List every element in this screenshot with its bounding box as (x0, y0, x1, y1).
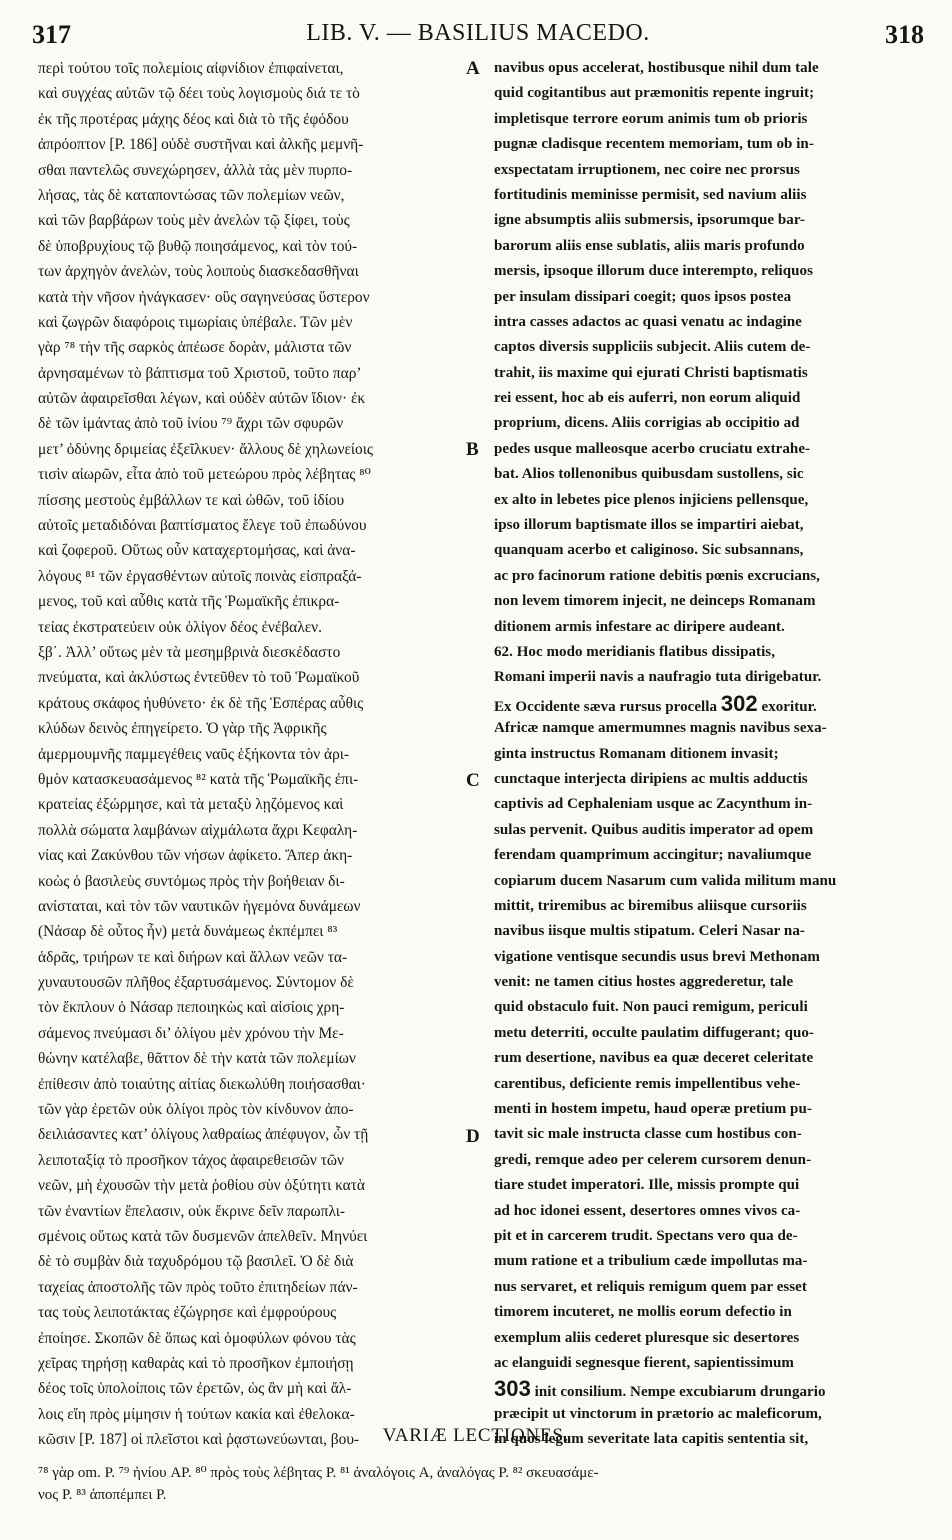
greek-text-line: κράτους σκάφος ἠυθύνετο· ἐκ δὲ τῆς Ἑσπέρας αὖθις (38, 694, 364, 712)
greek-text-line: χεῖρας τηρήσῃ καθαρὰς καὶ τὸ προσῆκον ἐμποιήσῃ (38, 1354, 354, 1372)
latin-text-line: quanquam acerbo et caliginoso. Sic subsannans, (494, 542, 804, 559)
latin-text-line: non levem timorem injecit, ne deinceps Romanam (494, 593, 816, 610)
latin-text-line: ad hoc idonei essent, desertores omnes vivos ca- (494, 1202, 801, 1219)
page-number-right: 318 (885, 20, 924, 49)
latin-text-line: rei essent, hoc ab eis auferri, non eorum aliquid (494, 390, 801, 407)
latin-text-line: exemplum aliis cederet pluresque sic desertores (494, 1329, 800, 1346)
greek-text-line: πνεύματα, καὶ ἀκλύστως ἐντεῦθεν τὸ τοῦ Ῥωμαϊκοῦ (38, 669, 360, 687)
greek-text-line: ἐποίησε. Σκοπῶν δὲ ὅπως καὶ ὁμοφύλων φόνου τὰς (38, 1329, 356, 1347)
latin-text-column (494, 56, 920, 1452)
greek-text-line: κοὼς ὁ βασιλεὺς συντόμως πρὸς τὴν βοήθειαν δι- (38, 872, 345, 890)
greek-text-line: ἁδρᾶς, τριήρων τε καὶ διήρων καὶ ἄλλων νεῶν τα- (38, 948, 348, 966)
latin-text-line: cunctaque interjecta diripiens ac multis adductis (494, 770, 808, 787)
latin-text-line: intra casses adactos ac quasi venatu ac indagine (494, 313, 802, 330)
greek-text-line: δειλιάσαντες κατ’ ὀλίγους λαθραίως ἀπέφυγον, ὧν τῇ (38, 1126, 369, 1144)
running-header (32, 20, 924, 56)
greek-text-line: τὸν ἔκπλουν ὁ Νάσαρ πεποιηκὼς καὶ αἰσίοις χρη- (38, 999, 345, 1017)
margin-marker-a: A (466, 58, 480, 79)
latin-text-line: carentibus, deficiente remis impellentibus vehe- (494, 1075, 801, 1092)
greek-text-line: δὲ τῶν ἱμάντας ἀπὸ τοῦ ἰνίου ⁷⁹ ἄχρι τῶν σφυρῶν (38, 415, 344, 433)
greek-text-line: τισὶν αἰωρῶν, εἶτα ἀπὸ τοῦ μετεώρου πρὸς λέβητας ⁸⁰ (38, 466, 371, 484)
latin-text-line: captivis ad Cephaleniam usque ac Zacynthum in- (494, 796, 813, 813)
greek-text-line: ξβ΄. Ἀλλ’ οὕτως μὲν τὰ μεσημβρινὰ διεσκέδαστο (38, 643, 341, 661)
latin-text-line: per insulam dissipari coegit; quos ipsos postea (494, 288, 792, 305)
latin-text-line: in quos legum severitate lata capitis sententia sit, (494, 1431, 809, 1448)
latin-text-line: ac elanguidi segnesque fierent, sapientissimum (494, 1354, 794, 1371)
greek-text-column (38, 56, 484, 1452)
greek-text-line: αὐτοῖς μεταδιδόναι βαπτίσματος ἔλεγε τοῦ ἐπωδύνου (38, 517, 367, 535)
greek-text-line: καὶ ζοφεροῦ. Οὕτως οὖν καταχερτομήσας, καὶ ἀνα- (38, 542, 356, 560)
greek-text-line: δέος τοῖς ὑπολοίποις τῶν ἐρετῶν, ὡς ἂν μὴ καὶ ἄλ- (38, 1380, 352, 1398)
greek-text-line: περὶ τούτου τοῖς πολεμίοις αἰφνίδιον ἐπιφαίνεται, (38, 60, 344, 77)
latin-text-line: 303 init consilium. Nempe excubiarum drungario (494, 1376, 826, 1402)
greek-text-line: θμὸν κατασκευασάμενος ⁸² κατὰ τῆς Ῥωμαϊκῆς ἐπι- (38, 770, 359, 788)
greek-text-line: νίας καὶ Ζακύνθου τῶν νήσων ἀφίκετο. Ἅπερ ἀκη- (38, 847, 353, 865)
greek-text-line: τείας ἐκστρατεύειν οὐκ ὀλίγον δέος ἐνέβαλεν. (38, 618, 322, 636)
latin-text-line: præcipit ut vinctorum in prætorio ac maleficorum, (494, 1405, 822, 1422)
greek-text-line: τῶν γὰρ ἐρετῶν οὐκ ὀλίγοι πρὸς τὸν κίνδυνον ἀπο- (38, 1101, 354, 1119)
greek-text-line: λήσας, τὰς δὲ καταποντώσας τῶν πολεμίων νεῶν, (38, 186, 345, 204)
greek-text-line: κατὰ τὴν νῆσον ἠνάγκασεν· οὓς σαγηνεύσας ὕστερον (38, 288, 370, 306)
latin-text-line: fortitudinis meminisse permisit, sed navium aliis (494, 186, 807, 203)
latin-text-line: venit: ne tamen citius hostes aggrederetur, tale (494, 974, 794, 991)
greek-text-line: τῶν ἐναντίων ἔπελασιν, οὐκ ἔκρινε δεῖν παρωπλι- (38, 1202, 345, 1220)
greek-text-line: κλύδων δεινὸς ἐπηγείρετο. Ὁ γὰρ τῆς Ἀφρικῆς (38, 720, 327, 738)
greek-text-line: δὲ ὑποβρυχίους τῷ βυθῷ ποιησάμενος, καὶ τὸν τού- (38, 237, 358, 255)
latin-text-line: ferendam quamprimum accingitur; navaliumque (494, 847, 812, 864)
latin-text-line: ginta instructus Romanam ditionem invasit; (494, 745, 779, 762)
greek-text-line: μετ’ ὀδύνης δριμείας ἐξεῖλκυεν· ἄλλους δὲ χηλωνείοις (38, 440, 373, 458)
margin-marker-d: D (466, 1126, 480, 1147)
greek-text-line: ἐκ τῆς προτέρας μάχης δέος καὶ διὰ τὸ τῆς ἐφόδου (38, 110, 349, 128)
greek-text-line: λόγους ⁸¹ τῶν ἐργασθέντων αὐτοῖς ποινὰς εἰσπραξά- (38, 567, 362, 585)
variant-reading-line: ⁷⁸ γὰρ om. P. ⁷⁹ ἠνίου AP. ⁸⁰ πρὸς τοὺς λέβητας P. ⁸¹ ἀναλόγοις A, ἀναλόγας P. ⁸² σκευασάμε- (38, 1465, 599, 1481)
latin-text-line: navibus iisque multis stipatum. Celeri Nasar na- (494, 923, 805, 940)
greek-text-line: κρατείας ἐξώρμησε, καὶ τὰ μεταξὺ λῃζόμενος καὶ (38, 796, 344, 814)
latin-text-line: trahit, iis maxime qui ejurati Christi baptismatis (494, 364, 808, 381)
latin-text-line: quid obstaculo fuit. Non pauci remigum, periculi (494, 999, 808, 1016)
running-title: LIB. V. — BASILIUS MACEDO. (306, 20, 650, 46)
latin-text-line: 62. Hoc modo meridianis flatibus dissipatis, (494, 643, 775, 660)
greek-text-line: κῶσιν [P. 187] οἱ πλεῖστοι καὶ ῥᾳστωνεύωνται, βου- (38, 1431, 360, 1449)
greek-text-line: αὐτῶν ἀφαιρεῖσθαι λέγων, καὶ οὐδὲν αὐτῶν ἴδιον· ἐκ (38, 390, 366, 408)
greek-text-line: ανίσταται, καὶ τὸν τῶν ναυτικῶν ἡγεμόνα δυνάμεων (38, 897, 361, 915)
latin-text-line: impletisque terrore eorum animis tum ob prioris (494, 110, 808, 127)
greek-text-line: καὶ συγχέας αὐτῶν τῷ δέει τοὺς λογισμοὺς διά τε τὸ (38, 85, 360, 103)
latin-text-line: Romani imperii navis a naufragio tuta dirigebatur. (494, 669, 822, 686)
variae-lectiones-title: VARIÆ LECTIONES. (382, 1425, 570, 1446)
margin-marker-b: B (466, 439, 479, 460)
latin-text-line: timorem incuteret, ne mollis eorum defectio in (494, 1304, 792, 1321)
latin-text-line: tiare studet imperatori. Ille, missis prompte qui (494, 1177, 800, 1194)
latin-text-line: barorum aliis ense sublatis, aliis maris profundo (494, 237, 805, 254)
greek-text-line: των ἀρχηγὸν ἀνελὼν, τοὺς λοιποὺς διασκεδασθῆναι (38, 263, 359, 281)
greek-text-line: ταχείας ἀποστολῆς τῶν πρὸς τοῦτο ἐπιτηδείων πάν- (38, 1278, 358, 1296)
greek-text-line: τας τοὺς λειποτάκτας ἐζώγρησε καὶ ἐμφρούρους (38, 1304, 337, 1322)
latin-text-line: tavit sic male instructa classe cum hostibus con- (494, 1126, 802, 1143)
latin-text-line: sulas pervenit. Quibus auditis imperator ad opem (494, 821, 814, 838)
greek-text-line: (Νάσαρ δὲ οὗτος ἦν) μετὰ δυνάμεως ἐκπέμπει ⁸³ (38, 923, 338, 941)
latin-text-line: vigatione ventisque secundis usus brevi Methonam (494, 948, 820, 965)
greek-text-line: ἀπρόοπτον [P. 186] οὐδὲ συστῆναι καὶ ἀλκῆς μεμνῆ- (38, 136, 364, 154)
greek-text-line: δὲ τὸ συμβὰν διὰ ταχυδρόμου τῷ βασιλεῖ. Ὁ δὲ διὰ (38, 1253, 354, 1271)
variant-reading-line: νος P. ⁸³ ἀποπέμπει P. (38, 1487, 167, 1503)
greek-text-line: χυναυτουσῶν πλῆθος ἐξαρτυσάμενος. Σύντομον δὲ (38, 974, 354, 992)
latin-text-line: mersis, ipsoque illorum duce interempto, reliquos (494, 263, 813, 280)
latin-text-line: menti in hostem impetu, haud operæ pretium pu- (494, 1101, 812, 1118)
latin-text-line: copiarum ducem Nasarum cum valida militum manu (494, 872, 837, 889)
latin-text-line: rum desertione, navibus ea quæ deceret celeritate (494, 1050, 814, 1067)
latin-text-line: quid cogitantibus aut præmonitis repente ingruit; (494, 85, 815, 102)
latin-text-line: pit et in carcerem trudit. Spectans vero qua de- (494, 1227, 798, 1244)
latin-text-line: ac pro facinorum ratione debitis pœnis excrucians, (494, 567, 820, 584)
latin-text-line: ex alto in lebetes pice plenos injiciens pellensque, (494, 491, 809, 508)
latin-text-line: igne absumptis aliis submersis, ipsorumque bar- (494, 212, 806, 229)
latin-text-line: Ex Occidente sæva rursus procella 302 exoritur. (494, 690, 817, 716)
latin-text-line: proprium, dicens. Aliis corrigias ab occipitio ad (494, 415, 800, 432)
latin-text-line: metu deterriti, occulte paulatim diffugerant; quo- (494, 1024, 814, 1041)
greek-text-line: γὰρ ⁷⁸ τὴν τῆς σαρκὸς ἀπέωσε δορὰν, μάλιστα τῶν (38, 339, 352, 357)
greek-text-line: καὶ ζωγρῶν διαφόροις τιμωρίαις ὑπέβαλε. Τῶν μὲν (38, 313, 353, 331)
greek-text-line: ἐπίθεσιν ἀπὸ τοιαύτης αἰτίας διεκωλύθη ποιήσασθαι· (38, 1075, 366, 1093)
latin-text-line: mum ratione et a tribulium cæde impollutas ma- (494, 1253, 808, 1270)
greek-text-line: σάμενος πνεύμασι δι’ ὀλίγου μὲν χρόνου τὴν Με- (38, 1024, 344, 1042)
latin-text-line: nus servaret, et reliquis remigum quem par esset (494, 1278, 807, 1295)
page-number-left: 317 (32, 20, 71, 49)
margin-marker-c: C (466, 770, 480, 791)
greek-text-line: καὶ τῶν βαρβάρων τοὺς μὲν ἀνελὼν τῷ ξίφει, τοὺς (38, 212, 350, 230)
greek-text-line: λειποταξίᾳ τὸ προσῆκον τάχος ἀφαιρεθεισῶν τῶν (38, 1151, 344, 1169)
greek-text-line: πολλὰ σώματα λαμβάνων αἰχμάλωτα ἄχρι Κεφαλη- (38, 821, 358, 839)
greek-text-line: μενος, τοῦ καὶ αὖθις κατὰ τῆς Ῥωμαϊκῆς ἐπικρα- (38, 593, 340, 611)
greek-text-line: σθαι παντελῶς συνεχώρησεν, ἀλλὰ τὰς μὲν πυρπο- (38, 161, 353, 179)
greek-text-line: πίσσης μεστοὺς ἐμβάλλων τε καὶ ὠθῶν, τοῦ ἰδίου (38, 491, 345, 509)
latin-text-line: bat. Alios tollenonibus quibusdam sustollens, sic (494, 466, 804, 483)
greek-text-line: λοις εἴη πρὸς μίμησιν ἡ τούτων κακία καὶ ἐθελοκα- (38, 1405, 355, 1423)
variae-lectiones-notes (38, 1462, 918, 1506)
latin-text-line: captos diversis suppliciis subjecit. Aliis cutem de- (494, 339, 811, 356)
latin-text-line: mittit, triremibus ac biremibus aliisque cursoriis (494, 897, 807, 914)
latin-text-line: pedes usque malleosque acerbo cruciatu extrahe- (494, 440, 811, 457)
latin-text-line: exspectatam irruptionem, nec coire nec prorsus (494, 161, 800, 178)
latin-text-line: Africæ namque amermumnes magnis navibus sexa- (494, 720, 827, 737)
latin-text-line: navibus opus accelerat, hostibusque nihil dum tale (494, 60, 819, 76)
greek-text-line: ἀρνησαμένων τὸ βάπτισμα τοῦ Χριστοῦ, τοῦτο παρ’ (38, 364, 362, 382)
margin-page-number: 302 (720, 690, 758, 716)
latin-text-line: ditionem armis infestare ac diripere audeant. (494, 618, 785, 635)
latin-text-line: ipso illorum baptismate illos se impartiri aiebat, (494, 517, 804, 534)
greek-text-line: ἀμερμουμνῆς παμμεγέθεις ναῦς ἑξήκοντα τὸν ἀρι- (38, 745, 350, 763)
greek-text-line: σμένοις οὕτως κατὰ τῶν δυσμενῶν ἀπελθεῖν. Μηνύει (38, 1227, 368, 1245)
latin-text-line: pugnæ cladisque recentem memoriam, tum ob in- (494, 136, 814, 153)
greek-text-line: θώνην κατέλαβε, θᾶττον δὲ τὴν κατὰ τῶν πολεμίων (38, 1050, 356, 1068)
margin-page-number: 303 (494, 1376, 531, 1402)
greek-text-line: νεῶν, μὴ ἐχουσῶν τὴν μετὰ ῥοθίου σὺν ὀξύτητι κατὰ (38, 1177, 365, 1195)
latin-text-line: gredi, remque adeo per celerem cursorem denun- (494, 1151, 812, 1168)
